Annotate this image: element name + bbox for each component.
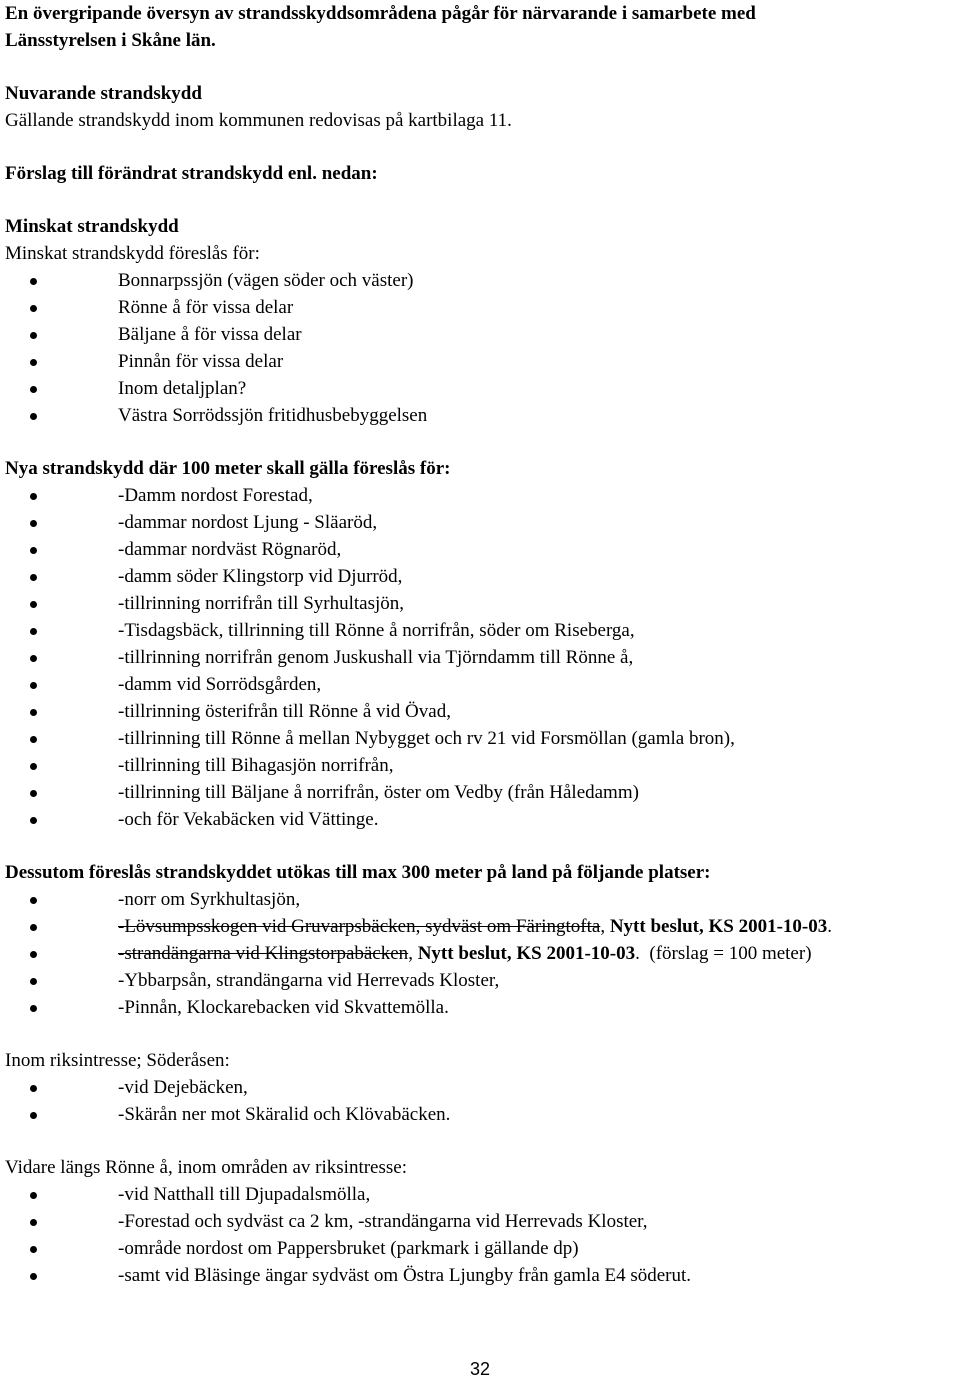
reduced-list: [5, 267, 955, 429]
ronne-lead: Vidare längs Rönne å, inom områden av riksintresse:: [5, 1157, 407, 1178]
current-text: Gällande strandskydd inom kommunen redovisas på kartbilaga 11.: [5, 110, 512, 131]
list-item: -damm vid Sorrödsgården,: [5, 671, 955, 698]
list-item: -norr om Syrkhultasjön,: [5, 886, 955, 913]
proposal-heading: Förslag till förändrat strandskydd enl. nedan:: [5, 163, 378, 184]
list-item: -dammar nordost Ljung - Släaröd,: [5, 509, 955, 536]
national-interest-list: [5, 1074, 955, 1128]
list-item: -tillrinning norrifrån genom Juskushall via Tjörndamm till Rönne å,: [5, 644, 955, 671]
separator-text: ,: [600, 916, 610, 937]
list-item: -tillrinning till Bihagasjön norrifrån,: [5, 752, 955, 779]
struck-text: -strandängarna vid Klingstorpabäcken: [118, 943, 409, 964]
list-item: -tillrinning till Bäljane å norrifrån, öster om Vedby (från Håledamm): [5, 779, 955, 806]
extended-heading: Dessutom föreslås strandskyddet utökas till max 300 meter på land på följande platser:: [5, 862, 711, 883]
decision-note: Nytt beslut, KS 2001-10-03: [417, 943, 636, 964]
list-item: -samt vid Bläsinge ängar sydväst om Östra Ljungby från gamla E4 söderut.: [5, 1262, 955, 1289]
ronne-list: [5, 1181, 955, 1289]
list-item: Pinnån för vissa delar: [5, 348, 955, 375]
document-page: [5, 0, 955, 1289]
page-number: 32: [469, 1359, 491, 1379]
list-item: -vid Dejebäcken,: [5, 1074, 955, 1101]
new-protection-list: [5, 482, 955, 833]
list-item: Västra Sorrödssjön fritidhusbebyggelsen: [5, 402, 955, 429]
new-protection-heading: Nya strandskydd där 100 meter skall gälla föreslås för:: [5, 458, 451, 479]
intro-line-1: En övergripande översyn av strandsskyddsområdena pågår för närvarande i samarbete med: [5, 3, 756, 24]
national-interest-lead: Inom riksintresse; Söderåsen:: [5, 1050, 230, 1071]
list-item: Rönne å för vissa delar: [5, 294, 955, 321]
list-item: Bäljane å för vissa delar: [5, 321, 955, 348]
list-item: -tillrinning till Rönne å mellan Nybygget och rv 21 vid Forsmöllan (gamla bron),: [5, 725, 955, 752]
current-heading: Nuvarande strandskydd: [5, 83, 202, 104]
list-item: [5, 913, 955, 940]
list-item: -Tisdagsbäck, tillrinning till Rönne å norrifrån, söder om Riseberga,: [5, 617, 955, 644]
separator-text: ,: [408, 943, 418, 964]
extended-list: [5, 886, 955, 1021]
list-item: -Damm nordost Forestad,: [5, 482, 955, 509]
decision-note: Nytt beslut, KS 2001-10-03: [609, 916, 828, 937]
struck-text: -Lövsumpsskogen vid Gruvarpsbäcken, sydväst om Färingtofta: [118, 916, 601, 937]
list-item: -tillrinning norrifrån till Syrhultasjön,: [5, 590, 955, 617]
list-item: -vid Natthall till Djupadalsmölla,: [5, 1181, 955, 1208]
list-item: Inom detaljplan?: [5, 375, 955, 402]
list-item: -Forestad och sydväst ca 2 km, -strandängarna vid Herrevads Kloster,: [5, 1208, 955, 1235]
list-item: [5, 940, 955, 967]
trailing-text: . (förslag = 100 meter): [635, 943, 812, 964]
list-item: -Skärån ner mot Skäralid och Klövabäcken.: [5, 1101, 955, 1128]
list-item: -Ybbarpsån, strandängarna vid Herrevads Kloster,: [5, 967, 955, 994]
reduced-heading: Minskat strandskydd: [5, 216, 179, 237]
list-item: -och för Vekabäcken vid Vättinge.: [5, 806, 955, 833]
list-item: -Pinnån, Klockarebacken vid Skvattemölla.: [5, 994, 955, 1021]
trailing-text: .: [827, 916, 833, 937]
list-item: -område nordost om Pappersbruket (parkmark i gällande dp): [5, 1235, 955, 1262]
list-item: -tillrinning österifrån till Rönne å vid Övad,: [5, 698, 955, 725]
list-item: -damm söder Klingstorp vid Djurröd,: [5, 563, 955, 590]
intro-line-2: Länsstyrelsen i Skåne län.: [5, 30, 216, 51]
list-item: -dammar nordväst Rögnaröd,: [5, 536, 955, 563]
reduced-lead: Minskat strandskydd föreslås för:: [5, 243, 260, 264]
list-item: Bonnarpssjön (vägen söder och väster): [5, 267, 955, 294]
